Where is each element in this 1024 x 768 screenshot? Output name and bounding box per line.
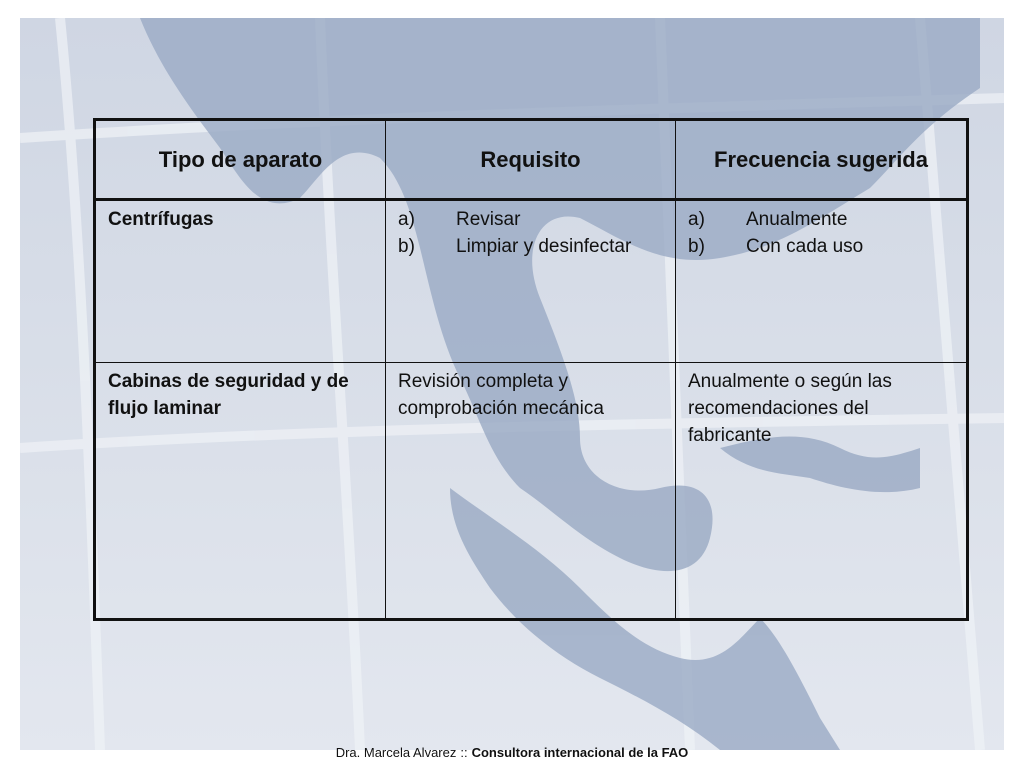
list-marker: a) [688, 209, 705, 230]
requirement-list [398, 206, 665, 260]
list-item [398, 206, 665, 233]
list-text: Limpiar y desinfectar [456, 236, 632, 257]
list-item [688, 206, 956, 233]
cell-frequency [676, 200, 968, 363]
list-marker: b) [688, 236, 705, 257]
cell-requirement: Revisión completa y comprobación mecánica [386, 363, 676, 620]
list-item [688, 233, 956, 260]
list-marker: b) [398, 236, 415, 257]
cell-type: Centrífugas [95, 200, 386, 363]
list-text: Anualmente [746, 209, 848, 230]
cell-type: Cabinas de seguridad y de flujo laminar [95, 363, 386, 620]
table-row [95, 363, 968, 620]
table-header-row [95, 120, 968, 200]
frequency-list [688, 206, 956, 260]
header-frecuencia-sugerida: Frecuencia sugerida [676, 120, 968, 200]
header-tipo-de-aparato: Tipo de aparato [95, 120, 386, 200]
header-requisito: Requisito [386, 120, 676, 200]
list-marker: a) [398, 209, 415, 230]
footer-separator: :: [460, 745, 468, 760]
equipment-table [93, 118, 969, 621]
footer-organization: Consultora internacional de la FAO [471, 745, 689, 760]
cell-requirement [386, 200, 676, 363]
footer-credit [0, 745, 1024, 760]
table-row [95, 200, 968, 363]
footer-author: Dra. Marcela Alvarez [335, 745, 457, 760]
list-text: Con cada uso [746, 236, 864, 257]
cell-frequency: Anualmente o según las recomendaciones del fabricante [676, 363, 968, 620]
list-item [398, 233, 665, 260]
list-text: Revisar [456, 209, 521, 230]
